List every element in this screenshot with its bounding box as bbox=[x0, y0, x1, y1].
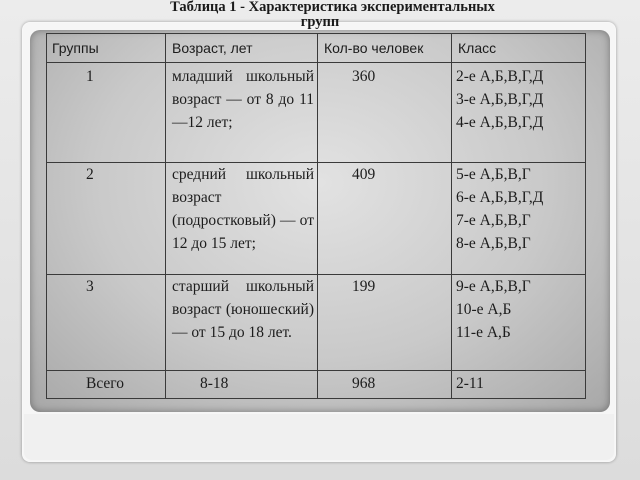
row-2-age: средний школьный возраст (подростковый) — от 12 до 15 лет; bbox=[172, 166, 314, 252]
total-count: 968 bbox=[352, 375, 376, 392]
row-1-group: 1 bbox=[86, 68, 94, 85]
total-age: 8-18 bbox=[200, 375, 229, 392]
header-class: Класс bbox=[458, 40, 497, 56]
row-divider-age-col-1 bbox=[166, 62, 318, 63]
row-3-count: 199 bbox=[352, 278, 376, 295]
row-3-class-item: 10-е А,Б bbox=[456, 301, 512, 318]
table-title-line-2: групп bbox=[300, 14, 340, 30]
header-count: Кол-во человек bbox=[324, 40, 424, 56]
column-divider-1 bbox=[165, 33, 166, 399]
row-1-class-item: 2-е А,Б,В,Г,Д bbox=[456, 68, 544, 85]
table-border-bottom bbox=[46, 398, 586, 399]
column-divider-2 bbox=[317, 33, 318, 399]
table-title-line-1: Таблица 1 - Характеристика экспериментальных bbox=[170, 0, 495, 15]
row-1-count: 360 bbox=[352, 68, 376, 85]
row-2-group: 2 bbox=[86, 166, 94, 183]
table-border-top bbox=[46, 33, 586, 34]
row-1-class-item: 4-е А,Б,В,Г,Д bbox=[456, 114, 544, 131]
row-3-group: 3 bbox=[86, 278, 94, 295]
row-2-classes bbox=[456, 163, 543, 255]
row-divider-count-col-1 bbox=[318, 62, 452, 63]
row-2-class-item: 6-е А,Б,В,Г,Д bbox=[456, 189, 544, 206]
row-2-count: 409 bbox=[352, 166, 376, 183]
total-label: Всего bbox=[86, 375, 125, 392]
table-border-left bbox=[46, 33, 47, 399]
total-classes: 2-11 bbox=[456, 375, 484, 392]
table-border-right bbox=[585, 33, 586, 399]
column-divider-3 bbox=[451, 33, 452, 399]
table-title bbox=[0, 0, 640, 30]
row-1-age: младший школьный возраст — от 8 до 11—12 лет; bbox=[172, 68, 314, 131]
header-age: Возраст, лет bbox=[172, 40, 253, 56]
row-3-age: старший школьный возраст (юношеский) — от 15 до 18 лет. bbox=[172, 278, 314, 341]
row-3-class-item: 11-е А,Б bbox=[456, 324, 511, 341]
row-2-class-item: 5-е А,Б,В,Г bbox=[456, 166, 531, 183]
row-divider-group-col-1 bbox=[46, 62, 166, 63]
row-3-classes bbox=[456, 275, 531, 344]
row-2-class-item: 8-е А,Б,В,Г bbox=[456, 235, 531, 252]
row-divider-class-col-1 bbox=[452, 62, 586, 63]
slide-footer-band bbox=[24, 414, 614, 460]
row-2-class-item: 7-е А,Б,В,Г bbox=[456, 212, 531, 229]
row-1-class-item: 3-е А,Б,В,Г,Д bbox=[456, 91, 544, 108]
header-groups: Группы bbox=[52, 40, 99, 56]
groups-table bbox=[46, 33, 586, 399]
row-3-class-item: 9-е А,Б,В,Г bbox=[456, 278, 531, 295]
row-1-classes bbox=[456, 65, 543, 134]
row-divider-total bbox=[46, 370, 586, 371]
